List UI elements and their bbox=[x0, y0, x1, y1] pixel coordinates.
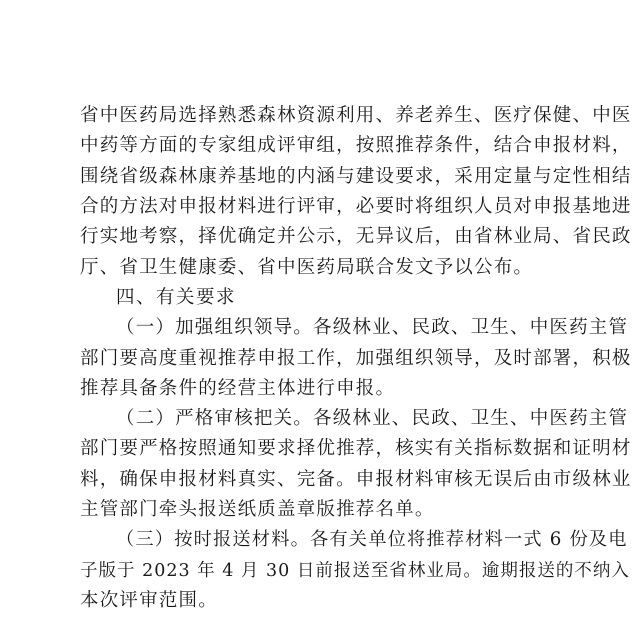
paragraph-line: 子版于 2023 年 4 月 30 日前报送至省林业局。逾期报送的不纳入 bbox=[80, 560, 630, 581]
paragraph-line: 主管部门牵头报送纸质盖章版推荐名单。 bbox=[80, 499, 435, 521]
paragraph-line: 推荐具备条件的经营主体进行申报。 bbox=[80, 377, 396, 399]
paragraph-line: 料，确保申报材料真实、完备。申报材料审核无误后由市级林业 bbox=[80, 468, 632, 490]
paragraph-line: 部门要高度重视推荐申报工作，加强组织领导，及时部署，积极 bbox=[80, 347, 632, 369]
section-heading: 四、有关要求 bbox=[116, 286, 237, 308]
paragraph-line: 行实地考察，择优确定并公示，无异议后，由省林业局、省民政 bbox=[80, 226, 632, 248]
paragraph-line: 本次评审范围。 bbox=[80, 590, 218, 611]
paragraph-line: 厅、省卫生健康委、省中医药局联合发文予以公布。 bbox=[80, 256, 534, 278]
paragraph-line: 中药等方面的专家组成评审组，按照推荐条件，结合申报材料， bbox=[80, 135, 632, 157]
paragraph-line: （二）严格审核把关。各级林业、民政、卫生、中医药主管 bbox=[116, 408, 629, 430]
paragraph-line: 省中医药局选择熟悉森林资源利用、养老养生、医疗保健、中医 bbox=[80, 105, 632, 126]
paragraph-line: 合的方法对申报材料进行评审，必要时将组织人员对申报基地进 bbox=[80, 195, 632, 217]
paragraph-line: （一）加强组织领导。各级林业、民政、卫生、中医药主管 bbox=[116, 317, 629, 339]
paragraph-line: （三）按时报送材料。各有关单位将推荐材料一式 6 份及电 bbox=[116, 529, 628, 551]
paragraph-line: 围绕省级森林康养基地的内涵与建设要求，采用定量与定性相结 bbox=[80, 165, 632, 187]
paragraph-line: 部门要严格按照通知要求择优推荐，核实有关指标数据和证明材 bbox=[80, 438, 632, 460]
